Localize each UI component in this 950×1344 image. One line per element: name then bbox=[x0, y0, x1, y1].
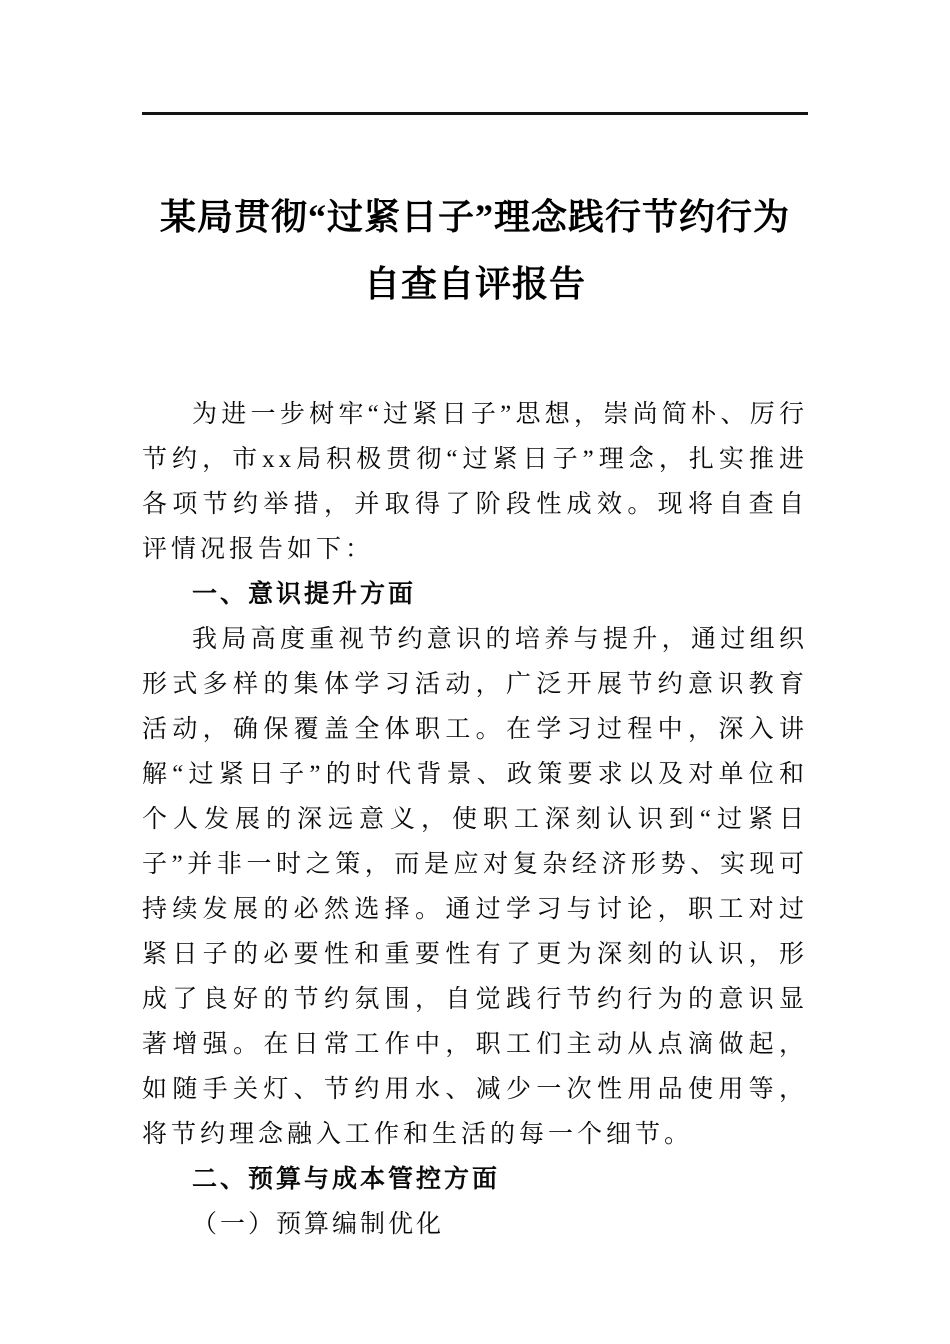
header-rule bbox=[142, 112, 808, 115]
title-line-2: 自查自评报告 bbox=[363, 264, 586, 304]
paragraph: 我局高度重视节约意识的培养与提升，通过组织形式多样的集体学习活动，广泛开展节约意识教育活动，确保覆盖全体职工。在学习过程中，深入讲解“过紧日子”的时代背景、政策要求以及对单位和个人发展的深远意义，使职工深刻认识到“过紧日子”并非一时之策，而是应对复杂经济形势、实现可持续发展的必然选择。通过学习与讨论，职工对过紧日子的必要性和重要性有了更为深刻的认识，形成了良好的节约氛围，自觉践行节约行为的意识显著增强。在日常工作中，职工们主动从点滴做起，如随手关灯、节约用水、减少一次性用品使用等，将节约理念融入工作和生活的每一个细节。 bbox=[142, 626, 808, 1148]
document-title bbox=[142, 184, 808, 318]
document-body bbox=[142, 392, 808, 1247]
title-line-1: 某局贯彻“过紧日子”理念践行节约行为 bbox=[159, 197, 790, 237]
section-heading: 二、预算与成本管控方面 bbox=[192, 1165, 501, 1193]
section-heading: 一、意识提升方面 bbox=[192, 580, 417, 608]
subsection-heading: （一）预算编制优化 bbox=[192, 1211, 445, 1238]
paragraph: 为进一步树牢“过紧日子”思想，崇尚简朴、厉行节约，市xx局积极贯彻“过紧日子”理念，扎实推进各项节约举措，并取得了阶段性成效。现将自查自评情况报告如下： bbox=[142, 401, 808, 563]
